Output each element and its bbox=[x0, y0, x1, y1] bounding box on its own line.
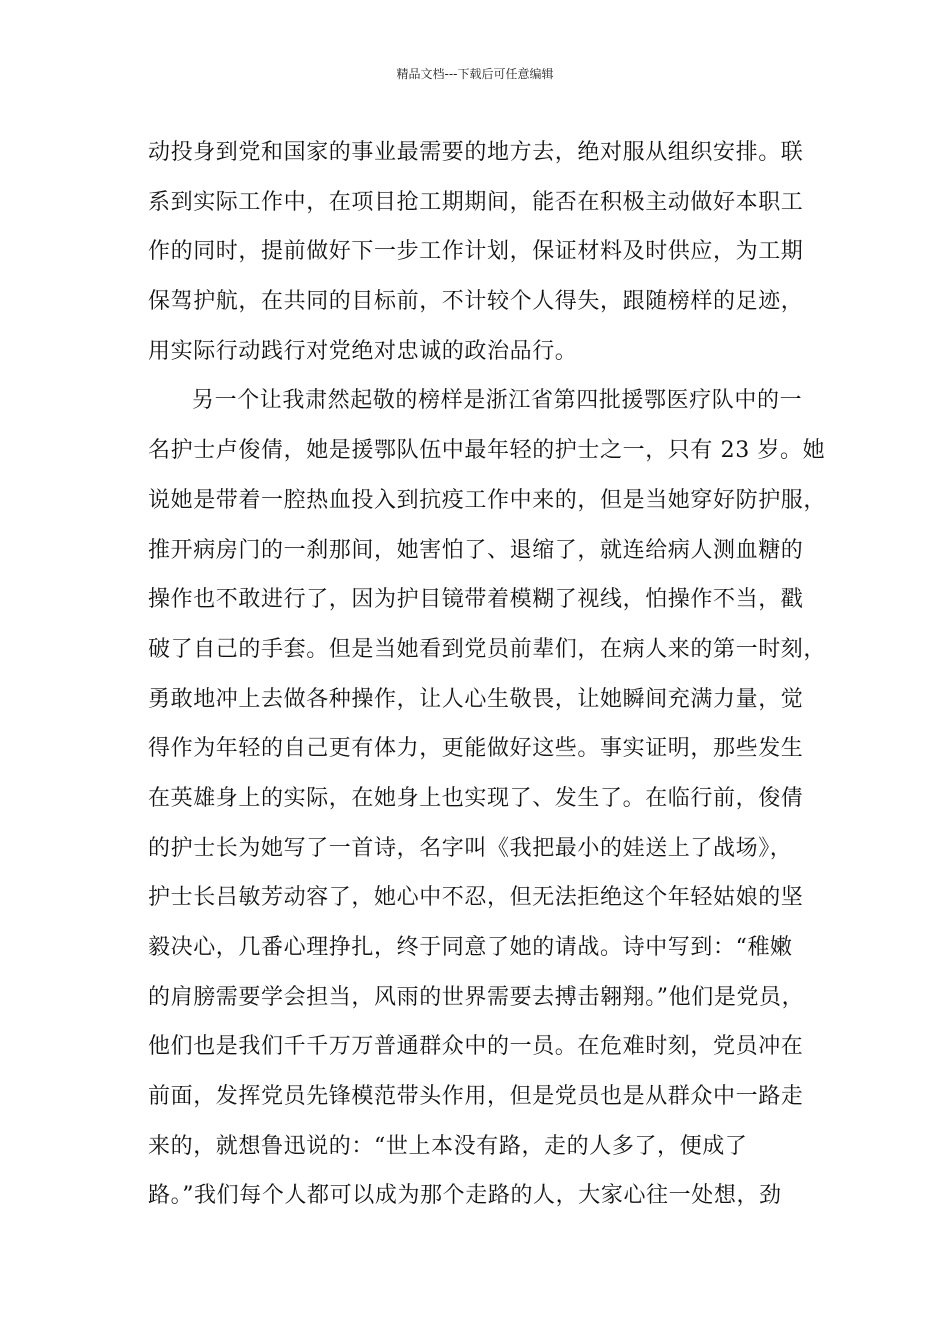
text-line: 推开病房门的一刹那间，她害怕了、退缩了，就连给病人测血糖的 bbox=[148, 537, 804, 563]
text-line: 名护士卢俊倩，她是援鄂队伍中最年轻的护士之一，只有 23 岁。她 bbox=[148, 438, 826, 464]
text-line: 作的同时，提前做好下一步工作计划，保证材料及时供应，为工期 bbox=[148, 239, 804, 265]
text-line: 护士长吕敏芳动容了，她心中不忍，但无法拒绝这个年轻姑娘的坚 bbox=[148, 885, 804, 911]
text-line: 他们也是我们千千万万普通群众中的一员。在危难时刻，党员冲在 bbox=[148, 1034, 804, 1060]
text-line: 得作为年轻的自己更有体力，更能做好这些。事实证明，那些发生 bbox=[148, 736, 804, 762]
text-line: 保驾护航，在共同的目标前，不计较个人得失，跟随榜样的足迹， bbox=[148, 289, 804, 315]
body-text bbox=[148, 128, 827, 1221]
text-line: 另一个让我肃然起敬的榜样是浙江省第四批援鄂医疗队中的一 bbox=[192, 388, 803, 414]
text-line: 前面，发挥党员先锋模范带头作用，但是党员也是从群众中一路走 bbox=[148, 1084, 804, 1110]
text-line: 用实际行动践行对党绝对忠诚的政治品行。 bbox=[148, 338, 578, 364]
text-line: 毅决心，几番心理挣扎，终于同意了她的请战。诗中写到：“稚嫩 bbox=[148, 935, 793, 960]
text-line: 动投身到党和国家的事业最需要的地方去，绝对服从组织安排。联 bbox=[148, 140, 804, 165]
text-line: 路。”我们每个人都可以成为那个走路的人，大家心往一处想，劲 bbox=[148, 1183, 782, 1209]
text-line: 说她是带着一腔热血投入到抗疫工作中来的，但是当她穿好防护服， bbox=[148, 487, 827, 513]
text-line: 的肩膀需要学会担当，风雨的世界需要去搏击翱翔。”他们是党员， bbox=[148, 984, 805, 1010]
text-line: 在英雄身上的实际，在她身上也实现了、发生了。在临行前，俊倩 bbox=[148, 785, 804, 811]
text-line: 操作也不敢进行了，因为护目镜带着模糊了视线，怕操作不当，戳 bbox=[148, 587, 804, 613]
text-line: 勇敢地冲上去做各种操作，让人心生敬畏，让她瞬间充满力量，觉 bbox=[148, 686, 804, 712]
text-line: 破了自己的手套。但是当她看到党员前辈们，在病人来的第一时刻， bbox=[148, 636, 827, 662]
text-line: 系到实际工作中，在项目抢工期期间，能否在积极主动做好本职工 bbox=[148, 189, 804, 215]
page-header: 精品文档---下载后可任意编辑 bbox=[396, 67, 554, 81]
text-line: 的护士长为她写了一首诗，名字叫《我把最小的娃送上了战场》， bbox=[148, 835, 793, 861]
text-line: 来的，就想鲁迅说的：“世上本没有路，走的人多了，便成了 bbox=[148, 1133, 748, 1159]
